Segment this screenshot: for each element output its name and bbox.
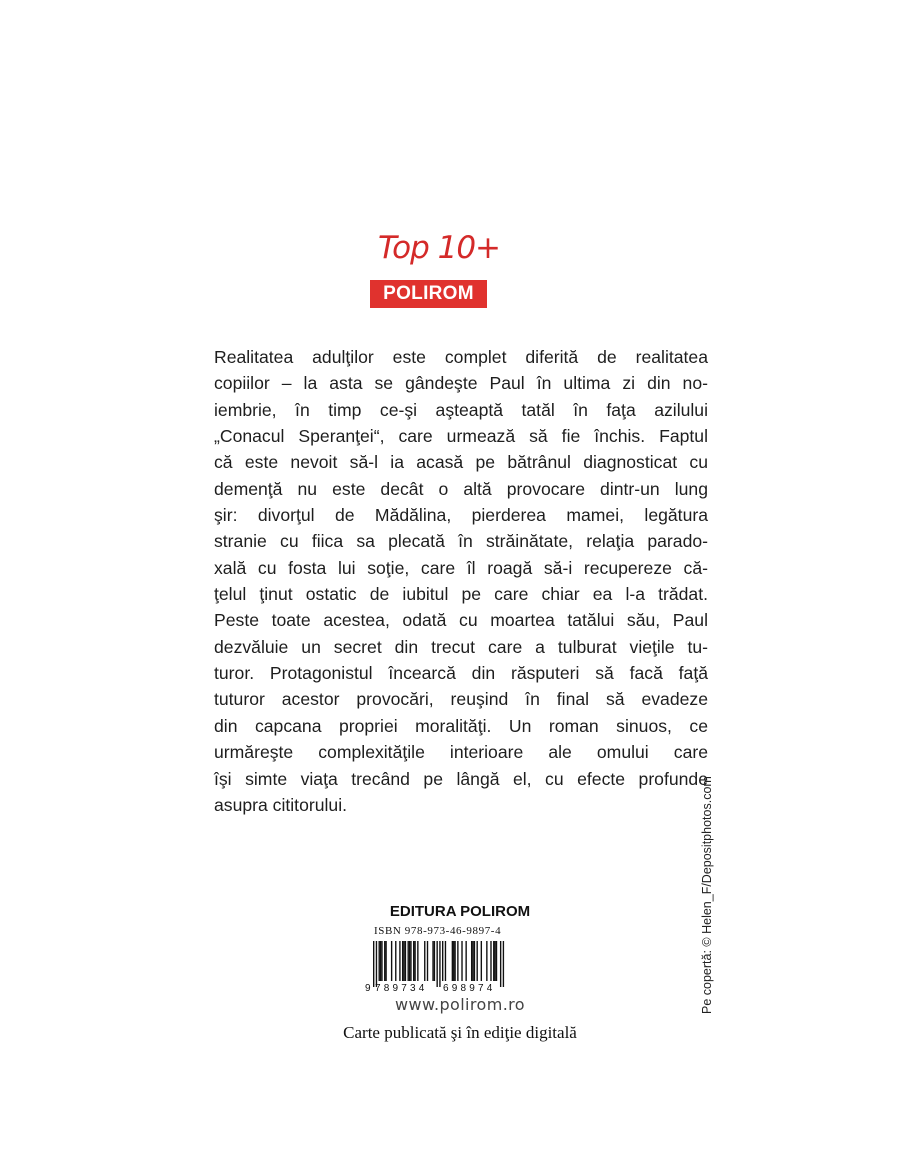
barcode-bar xyxy=(477,941,478,981)
blurb-line: ţelul ţinut ostatic de iubitul pe care chiar ea l-a trădat. xyxy=(214,584,708,605)
barcode-bar xyxy=(384,941,385,981)
barcode-bar xyxy=(457,941,458,981)
isbn-label: ISBN 978-973-46-9897-4 xyxy=(374,925,502,937)
barcode-bar xyxy=(490,941,491,981)
barcode-bar xyxy=(439,941,440,987)
barcode-bar xyxy=(445,941,446,981)
barcode-bar xyxy=(442,941,443,981)
blurb-line: că este nevoit să-l ia acasă pe bătrânul diagnosticat cu xyxy=(214,452,708,473)
publisher-name: EDITURA POLIROM xyxy=(389,903,531,920)
barcode-bar xyxy=(427,941,428,981)
barcode-bar xyxy=(409,941,410,981)
barcode-bar xyxy=(494,941,495,981)
blurb-line: turor. Protagonistul încearcă din răsputeri să facă faţă xyxy=(214,663,708,684)
blurb-line: tuturor acestor provocări, reuşind în final să evadeze xyxy=(214,689,708,710)
barcode-bar xyxy=(432,941,433,981)
barcode-bars xyxy=(373,941,504,987)
barcode-bar xyxy=(465,941,466,981)
blurb-line: stranie cu fiica sa plecată în străinătate, relaţia parado- xyxy=(214,531,708,552)
blurb-line: Peste toate acestea, odată cu moartea tatălui său, Paul xyxy=(214,610,708,631)
barcode-bar xyxy=(380,941,381,981)
barcode-bar xyxy=(496,941,497,981)
cover-photo-credit: Pe copertă: © Helen_F/Depositphotos.com xyxy=(700,776,714,1014)
blurb-line: iembrie, în timp ce-şi aşteaptă tatăl în faţa azilului xyxy=(214,399,708,420)
barcode-bar xyxy=(493,941,494,981)
barcode-bar xyxy=(414,941,415,981)
barcode-bar xyxy=(461,941,462,981)
blurb-line: Realitatea adulţilor este complet diferită de realitatea xyxy=(214,347,708,367)
barcode-bar xyxy=(481,941,482,981)
barcode-digits-left: 789734 xyxy=(375,983,428,993)
barcode-bar xyxy=(395,941,396,981)
barcode-bar xyxy=(405,941,406,981)
barcode-bar xyxy=(417,941,418,981)
blurb-line: „Conacul Speranţei“, care urmează să fie închis. Faptul xyxy=(214,426,708,447)
barcode-digits-right: 698974 xyxy=(443,983,496,993)
barcode-bar xyxy=(472,941,473,981)
barcode-bar xyxy=(385,941,386,981)
barcode-bar xyxy=(373,941,374,987)
barcode-bar xyxy=(391,941,392,981)
polirom-badge: POLIROM xyxy=(370,280,487,308)
barcode-bar xyxy=(381,941,382,981)
barcode-bar xyxy=(436,941,437,987)
barcode-bar xyxy=(471,941,472,981)
barcode-bar xyxy=(454,941,455,981)
barcode-bar xyxy=(413,941,414,981)
barcode-bar xyxy=(434,941,435,981)
blurb-line: demenţă nu este decât o altă provocare dintr-un lung xyxy=(214,478,708,499)
digital-edition-note: Carte publicată şi în ediţie digitală xyxy=(343,1023,577,1042)
blurb-line: urmăreşte complexităţile interioare ale omului care xyxy=(214,742,708,763)
barcode-bar xyxy=(410,941,411,981)
barcode-bar xyxy=(399,941,400,981)
blurb-line: dezvăluie un secret din trecut care a tulburat vieţile tu- xyxy=(214,636,708,657)
barcode-bar xyxy=(453,941,454,981)
barcode-bar xyxy=(452,941,453,981)
publisher-website: www.polirom.ro xyxy=(394,995,525,1014)
blurb-line: xală cu fosta lui soţie, care îl roagă să-i recupereze că- xyxy=(214,557,708,578)
barcode-bar xyxy=(424,941,425,981)
blurb-line: asupra cititorului. xyxy=(214,794,347,815)
barcode-bar xyxy=(403,941,404,981)
blurb-line: din capcana propriei moralităţi. Un roman sinuos, ce xyxy=(214,715,708,736)
blurb-line: îşi simte viaţa trecând pe lângă el, cu efecte profunde xyxy=(214,768,708,789)
barcode-bar xyxy=(486,941,487,981)
barcode-bar xyxy=(408,941,409,981)
book-blurb xyxy=(214,344,708,818)
blurb-line: şir: divorţul de Mădălina, pierderea mamei, legătura xyxy=(214,505,708,526)
isbn-barcode xyxy=(363,941,515,993)
barcode-bar xyxy=(500,941,501,987)
barcode-bar xyxy=(503,941,504,987)
barcode-bar xyxy=(379,941,380,981)
barcode-bar xyxy=(376,941,377,987)
barcode-digit-first: 9 xyxy=(365,983,371,993)
barcode-bar xyxy=(474,941,475,981)
series-logo-top10: Top 10+ xyxy=(378,230,501,266)
blurb-line: copiilor – la asta se gândeşte Paul în ultima zi din no- xyxy=(214,373,708,394)
barcode-bar xyxy=(402,941,403,981)
